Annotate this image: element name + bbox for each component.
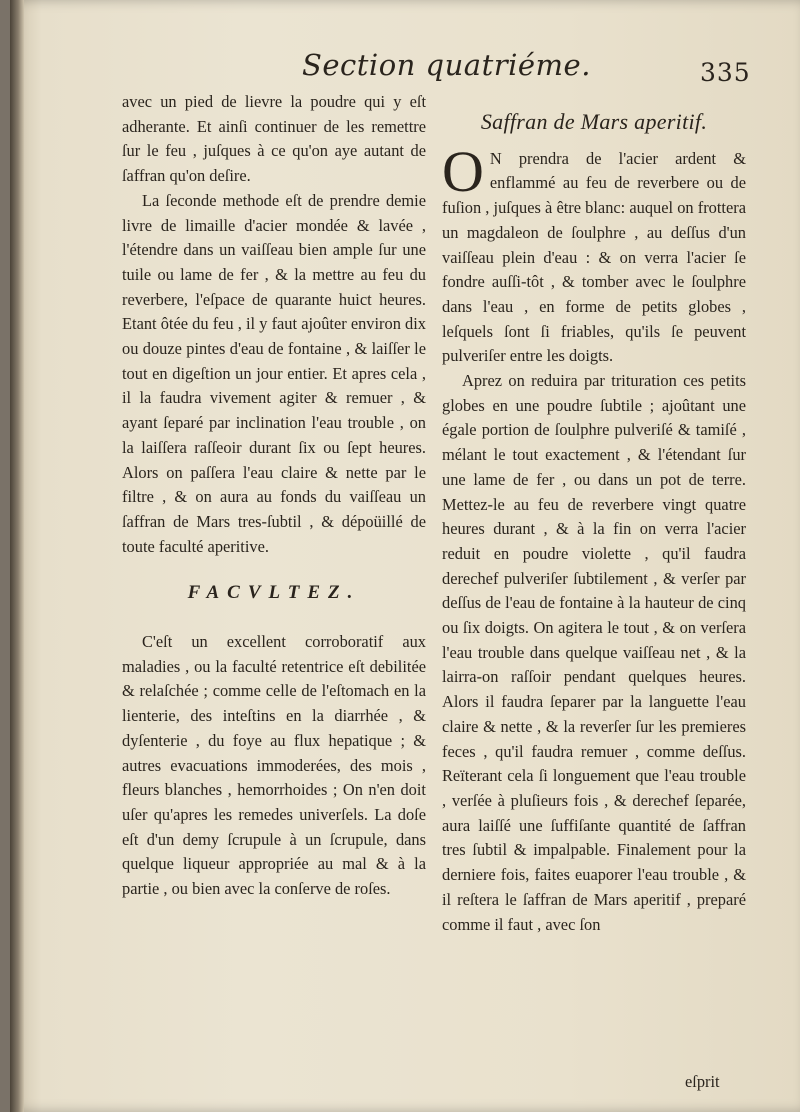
chapter-title: Saffran de Mars aperitif. — [480, 109, 708, 134]
book-page — [10, 0, 800, 1112]
left-paragraph-3: C'eſt un excellent corroboratif aux maladies , ou la faculté retentrice eſt debilitée & relaſchée ; comme celle de l'eſtomach en la lienterie, des inteſtins en la diarrhée , & dyſenterie , du foye au flux hepatique ; & autres evacuations immoderées, des mois , fleurs blanches , hemorrhoides ; On n'en doit uſer qu'apres les remedes univerſels. La doſe eſt d'un demy ſcrupule à un ſcrupule, dans quelque liqueur appropriée au mal & à la partie , ou bien avec la conſerve de roſes. — [122, 632, 426, 899]
faculties-heading: FACVLTEZ. — [187, 582, 361, 604]
right-paragraph-1: N prendra de l'acier ardent & enflammé au feu de reverbere ou de fuſion , juſques à être blanc: auquel on frottera un magdaleon de ſoulphre , au deſſus d'un vaiſſeau plein d'eau : & on verra l'acier ſe fondre auſſi-tôt , & tomber avec le ſoulphre dans l'eau , en forme de petits globes , leſquels ſont ſi friables, qu'ils ſe peuvent pulveriſer entre les doigts. — [442, 148, 746, 366]
drop-cap-letter: O — [442, 138, 484, 204]
running-title: Section quatriéme. — [302, 48, 591, 82]
opening-paragraph — [442, 138, 746, 369]
left-paragraph-1: avec un pied de lievre la poudre qui y eſt adherante. Et ainſi continuer de les remettre ſur le feu , juſques à ce qu'on aye autant de ſaffran qu'on deſire. — [122, 92, 426, 186]
page-number: 335 — [700, 58, 751, 87]
right-column — [442, 110, 746, 937]
right-paragraph-2: Aprez on reduira par trituration ces petits globes en une poudre ſubtile ; ajoûtant une égale portion de ſoulphre pulveriſé & tamiſé , mélant le tout exactement , & l'étendant ſur une lame de fer , ou dans un pot de terre. Mettez-le au feu de reverbere vingt quatre heures durant , & à la fin on verra l'acier reduit en poudre violette , qu'il faudra derechef pulveriſer ſubtilement , & verſer par deſſus de l'eau de fontaine à la hauteur de cinq ou ſix doigts. On agitera le tout , & on verſera l'eau trouble dans quelque vaiſſeau net , & la lairra-on raſſoir pendant quelques heures. Alors il faudra ſeparer par la languette l'eau claire & nette , & la reverſer ſur les premieres feces , qu'il faudra remuer , comme deſſus. Reïterant cela ſi longuement que l'eau trouble , verſée à pluſieurs fois , & derechef ſeparée, aura laiſſé une ſuffiſante quantité de ſaffran tres ſubtil & impalpable. Finalement pour la derniere fois, faites euaporer l'eau trouble , & il reſtera le ſaffran de Mars aperitif , preparé comme il faut , avec ſon — [442, 371, 746, 934]
book-gutter — [10, 0, 24, 1112]
left-column — [122, 90, 426, 902]
catchword: eſprit — [685, 1072, 720, 1091]
left-paragraph-2: La ſeconde methode eſt de prendre demie livre de limaille d'acier mondée & lavée , l'étendre dans un vaiſſeau bien ample ſur une tuile ou lame de fer , & la mettre au feu du reverbere, l'eſpace de quarante huict heures. Etant ôtée du feu , il y faut ajoûter environ dix ou douze pintes d'eau de fontaine , & laiſſer le tout en digeſtion un jour entier. Et apres cela , il la faudra vivement agiter & remuer , & ayant ſeparé par inclination l'eau trouble , on la laiſſera raſſeoir durant ſix ou ſept heures. Alors on paſſera l'eau claire & nette par le filtre , & on aura au fonds du vaiſſeau un ſaffran de Mars tres-ſubtil , & dépoüillé de toute faculté aperitive. — [122, 190, 426, 556]
